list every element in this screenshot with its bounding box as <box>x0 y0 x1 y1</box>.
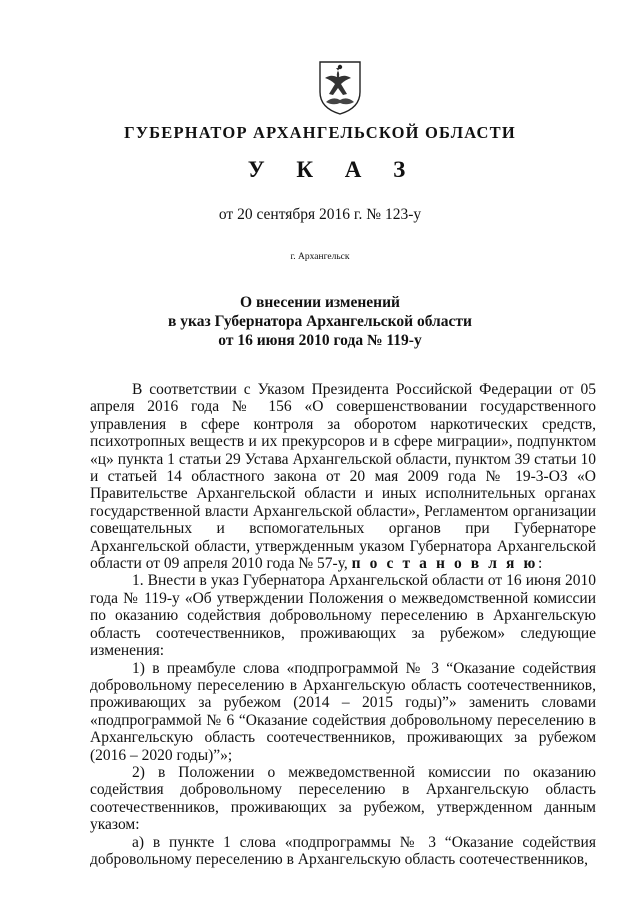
preamble-text: В соответствии с Указом Президента Российской Федерации от 05 апреля 2016 года № 156 «О совершенствовании государственного управления в сфере контроля за оборотом наркотических средств, психотропных веществ и их прекурсоров и в сфере миграции», подпунктом «ц» пункта 1 статьи 29 Устава Архангельской области, пунктом 39 статьи 10 и статьей 14 областного закона от 20 мая 2009 года № 19-3-ОЗ «О Правительстве Архангельской области и иных исполнительных органах государственной власти Архангельской области», Регламентом организации совещательных и вспомогательных органов при Губернаторе Архангельской области, утвержденным указом Губернатора Архангельской области от 09 апреля 2010 года № 57-у, <box>90 381 596 573</box>
city-of-issue: г. Архангельск <box>290 252 350 262</box>
document-body <box>90 381 596 868</box>
coat-of-arms-emblem <box>316 58 364 116</box>
date-and-number: от 20 сентября 2016 г. № 123-у <box>218 206 422 223</box>
item-1-subitem-2: 2) в Положении о межведомственной комиссии по оказанию содействия добровольному переселению в Архангельскую область соотечественников, проживающих за рубежом, утвержденном данным указом: <box>90 763 596 834</box>
title-line-1: О внесении изменений <box>240 294 400 311</box>
item-1-subitem-1: 1) в преамбуле слова «подпрограммой № 3 “Оказание содействия добровольному переселению в Архангельскую область соотечественников, проживающих за рубежом (2014 – 2015 годы)”» заменить словами «подпрограммой № 6 “Оказание содействия добровольному переселению в Архангельскую область соотечественников, проживающих за рубежом (2016 – 2020 годы)”»; <box>90 659 596 764</box>
title-line-3: от 16 июня 2010 года № 119-у <box>218 332 422 349</box>
document-type: У К А З <box>247 157 419 182</box>
title-line-2: в указ Губернатора Архангельской области <box>168 313 472 330</box>
item-1-subitem-2a: а) в пункте 1 слова «подпрограммы № 3 “Оказание содействия добровольному переселению в Архангельскую область соотечественников, <box>90 833 596 868</box>
decree-word: п о с т а н о в л я ю <box>351 555 538 573</box>
preamble-colon: : <box>537 555 543 573</box>
document-title <box>0 293 640 350</box>
item-1: 1. Внести в указ Губернатора Архангельской области от 16 июня 2010 года № 119-у «Об утверждении Положения о межведомственной комиссии по оказанию содействия добровольному переселению в Архангельскую область соотечественников, проживающих за рубежом» следующие изменения: <box>90 572 596 660</box>
issuing-authority: ГУБЕРНАТОР АРХАНГЕЛЬСКОЙ ОБЛАСТИ <box>124 123 516 142</box>
preamble-paragraph <box>90 381 596 572</box>
